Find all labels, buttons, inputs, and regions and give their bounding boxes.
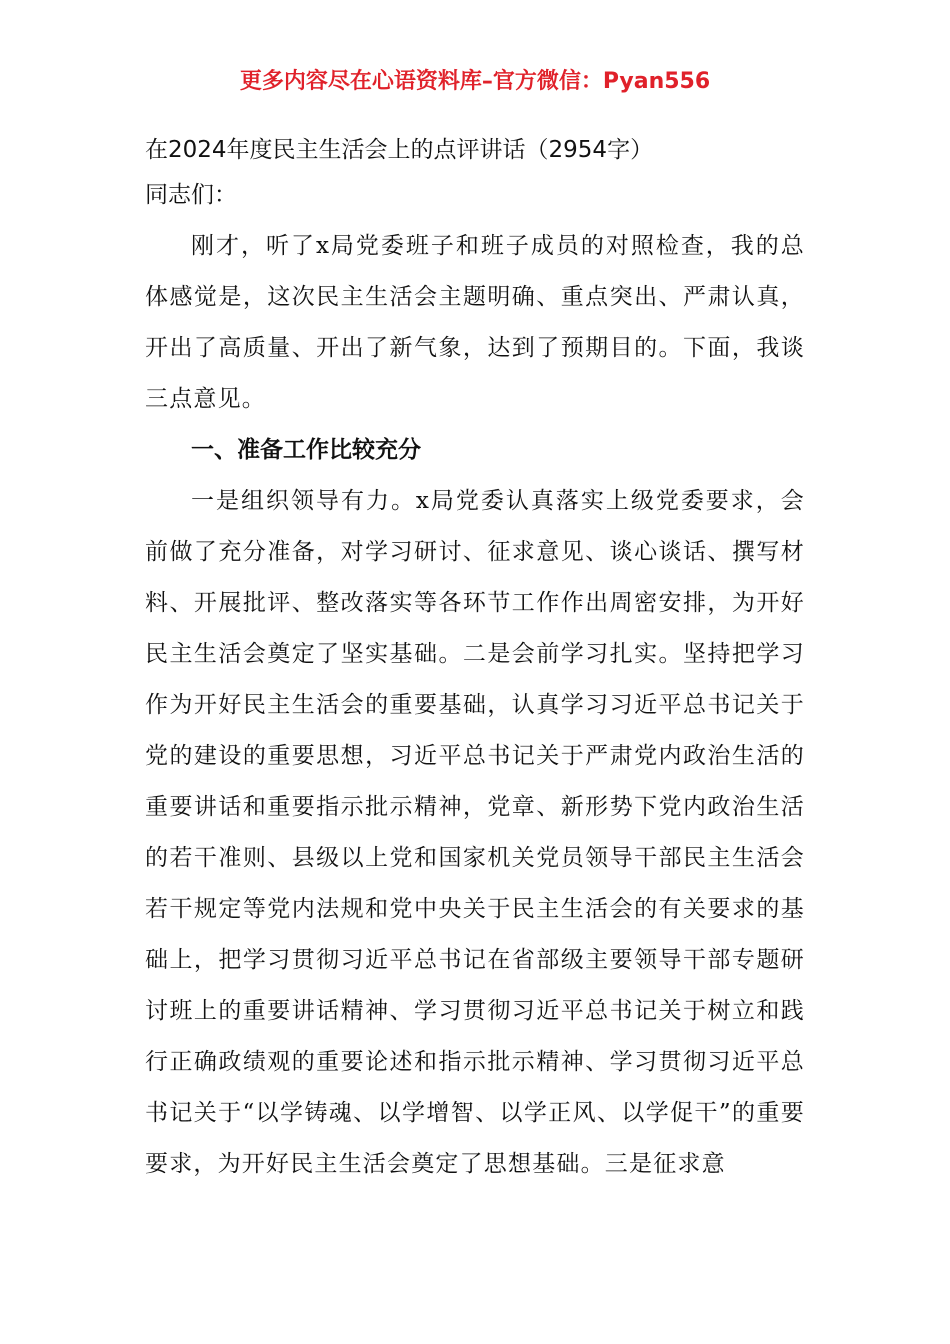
document-title: 在2024年度民主生活会上的点评讲话（2954字） <box>145 137 654 163</box>
watermark-banner: 更多内容尽在心语资料库–官方微信：Pyan556 <box>239 69 711 94</box>
section-heading-1: 一、准备工作比较充分 <box>191 437 421 463</box>
section-1-paragraph: 一是组织领导有力。x局党委认真落实上级党委要求，会前做了充分准备，对学习研讨、征求意见、谈心谈话、撰写材料、开展批评、整改落实等各环节工作作出周密安排，为开好民主生活会奠定了坚实基础。二是会前学习扎实。坚持把学习作为开好民主生活会的重要基础，认真学习习近平总书记关于党的建设的重要思想，习近平总书记关于严肃党内政治生活的重要讲话和重要指示批示精神，党章、新形势下党内政治生活的若干准则、县级以上党和国家机关党员领导干部民主生活会若干规定等党内法规和党中央关于民主生活会的有关要求的基础上，把学习贯彻习近平总书记在省部级主要领导干部专题研讨班上的重要讲话精神、学习贯彻习近平总书记关于树立和践行正确政绩观的重要论述和指示批示精神、学习贯彻习近平总书记关于“以学铸魂、以学增智、以学正风、以学促干”的重要要求，为开好民主生活会奠定了思想基础。三是征求意 <box>145 488 805 1177</box>
intro-paragraph: 刚才，听了x局党委班子和班子成员的对照检查，我的总体感觉是，这次民主生活会主题明确、重点突出、严肃认真，开出了高质量、开出了新气象，达到了预期目的。下面，我谈三点意见。 <box>145 233 805 412</box>
document-body <box>145 130 805 1190</box>
salutation: 同志们： <box>145 182 237 208</box>
